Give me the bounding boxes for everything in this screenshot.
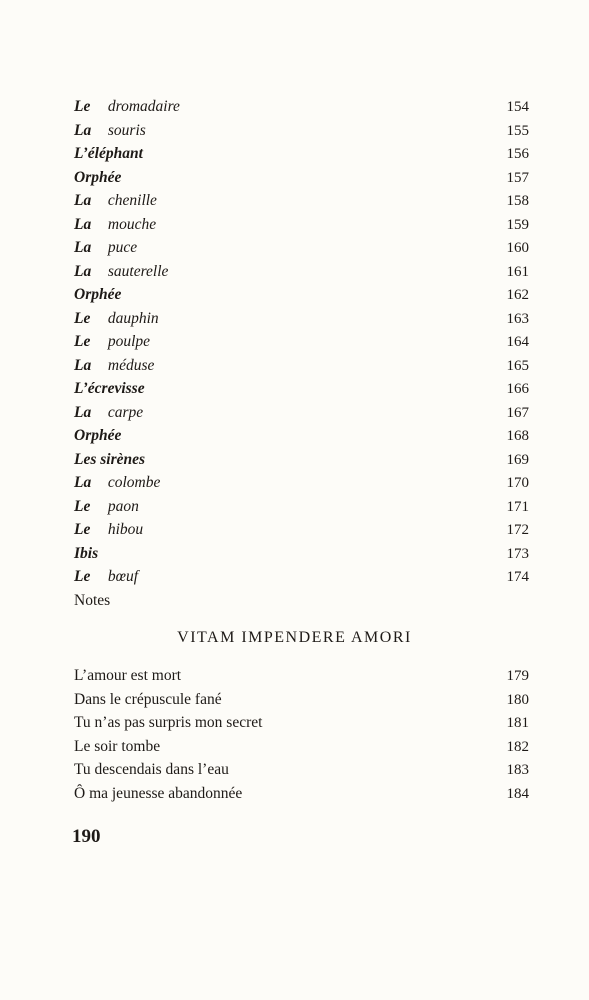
entry-title — [74, 424, 121, 448]
toc-entry — [74, 377, 529, 401]
entry-word: paon — [107, 497, 139, 515]
entry-title — [74, 119, 146, 143]
toc-entry — [74, 688, 529, 712]
entry-page-number: 167 — [506, 404, 529, 421]
entry-page-number: 184 — [506, 785, 529, 802]
page-folio-number: 190 — [72, 826, 101, 847]
entry-article: La — [74, 121, 92, 139]
entry-article: Le — [74, 521, 91, 538]
toc-entry-notes — [74, 589, 529, 613]
toc-entry — [74, 542, 529, 566]
entry-title — [74, 471, 160, 495]
toc-entry — [74, 330, 529, 354]
toc-entry — [74, 189, 529, 213]
toc-entry — [74, 213, 529, 237]
entry-title — [74, 518, 143, 542]
entry-article: Le — [74, 497, 91, 515]
entry-word: L’écrevisse — [74, 380, 145, 397]
entry-title: Tu descendais dans l’eau — [74, 761, 229, 778]
entry-page-number: 161 — [506, 263, 529, 280]
entry-page-number: 172 — [506, 522, 529, 538]
entry-article: Le — [74, 98, 91, 115]
entry-article: La — [74, 403, 92, 421]
toc-entry — [74, 283, 529, 307]
entry-title — [74, 542, 98, 566]
entry-title: L’amour est mort — [74, 667, 182, 684]
toc-entry — [74, 401, 529, 425]
entry-article: Le — [74, 333, 91, 350]
entry-word: puce — [107, 239, 138, 256]
entry-title: Tu n’as pas surpris mon secret — [74, 714, 263, 731]
entry-page-number: 179 — [506, 668, 529, 684]
entry-page-number: 160 — [506, 240, 529, 256]
entry-word: Ibis — [74, 544, 99, 562]
entry-title — [74, 354, 154, 378]
entry-title — [74, 377, 145, 401]
entry-article: La — [74, 192, 92, 209]
toc-entry — [74, 448, 529, 472]
entry-title — [74, 236, 137, 260]
toc-entry — [74, 142, 529, 166]
entry-word: Orphée — [74, 427, 122, 444]
entry-title: Le soir tombe — [74, 737, 161, 755]
entry-word: mouche — [107, 215, 157, 233]
entry-page-number: 174 — [506, 569, 529, 585]
toc-vitam-impendere-amori — [74, 664, 529, 805]
entry-article: La — [74, 239, 92, 256]
section-heading: VITAM IMPENDERE AMORI — [177, 629, 412, 646]
entry-word: carpe — [107, 403, 144, 421]
toc-entry — [74, 119, 529, 143]
entry-word: bœuf — [107, 568, 139, 585]
entry-word: Les sirènes — [74, 450, 146, 468]
entry-page-number: 159 — [506, 216, 529, 233]
entry-word: chenille — [107, 192, 157, 209]
toc-entry — [74, 166, 529, 190]
entry-page-number: 180 — [506, 691, 529, 708]
toc-entry — [74, 735, 529, 759]
entry-word: hibou — [107, 521, 144, 538]
toc-entry — [74, 565, 529, 589]
entry-page-number: 168 — [506, 428, 529, 444]
entry-title — [74, 142, 143, 166]
entry-page-number: 163 — [506, 310, 529, 327]
entry-title — [74, 448, 145, 472]
entry-title — [74, 189, 157, 213]
entry-title — [74, 260, 168, 284]
toc-entry — [74, 260, 529, 284]
entry-title — [74, 495, 139, 519]
entry-article: La — [74, 262, 92, 280]
entry-word: dromadaire — [107, 98, 180, 115]
entry-page-number: 155 — [506, 122, 529, 139]
entry-article: La — [74, 474, 92, 491]
entry-article: Le — [74, 309, 91, 327]
toc-entry — [74, 711, 529, 735]
entry-page-number: 171 — [506, 498, 529, 515]
toc-entry — [74, 758, 529, 782]
entry-title: Ô ma jeunesse abandonnée — [74, 784, 243, 802]
entry-article: Le — [74, 568, 91, 585]
entry-page-number: 183 — [506, 762, 529, 778]
entry-word: L’éléphant — [74, 145, 143, 162]
toc-entry — [74, 354, 529, 378]
entry-page-number: 154 — [506, 99, 529, 115]
entry-page-number: 181 — [506, 715, 529, 731]
entry-title — [74, 565, 138, 589]
entry-page-number: 164 — [506, 334, 529, 350]
entry-page-number: 166 — [506, 381, 529, 397]
entry-article: La — [74, 215, 92, 233]
toc-entry — [74, 95, 529, 119]
entry-page-number: 165 — [506, 357, 529, 374]
toc-bestiaire — [74, 95, 529, 612]
toc-entry — [74, 307, 529, 331]
entry-word: dauphin — [107, 309, 159, 327]
entry-word: Orphée — [74, 286, 122, 303]
toc-entry — [74, 471, 529, 495]
entry-word: colombe — [107, 474, 161, 491]
toc-entry — [74, 518, 529, 542]
toc-entry — [74, 782, 529, 806]
entry-word: méduse — [107, 356, 155, 374]
entry-word: poulpe — [107, 333, 151, 350]
entry-page-number: 162 — [506, 287, 529, 303]
entry-page-number: 157 — [506, 169, 529, 186]
entry-page-number: 170 — [506, 475, 529, 491]
entry-page-number: 156 — [506, 146, 529, 162]
entry-title — [74, 401, 143, 425]
entry-title: Dans le crépuscule fané — [74, 690, 222, 708]
entry-title — [74, 166, 121, 190]
entry-page-number: 169 — [506, 451, 529, 468]
notes-label: Notes — [74, 591, 111, 609]
entry-title — [74, 95, 180, 119]
entry-word: Orphée — [74, 168, 122, 186]
toc-entry — [74, 664, 529, 688]
entry-word: souris — [107, 121, 146, 139]
entry-page-number: 182 — [506, 738, 529, 755]
entry-page-number: 158 — [506, 193, 529, 209]
entry-title — [74, 213, 156, 237]
entry-article: La — [74, 356, 92, 374]
toc-entry — [74, 495, 529, 519]
entry-title — [74, 307, 159, 331]
toc-entry — [74, 424, 529, 448]
entry-page-number: 173 — [506, 545, 529, 562]
toc-entry — [74, 236, 529, 260]
entry-word: sauterelle — [107, 262, 169, 280]
entry-title — [74, 283, 121, 307]
entry-title — [74, 330, 150, 354]
